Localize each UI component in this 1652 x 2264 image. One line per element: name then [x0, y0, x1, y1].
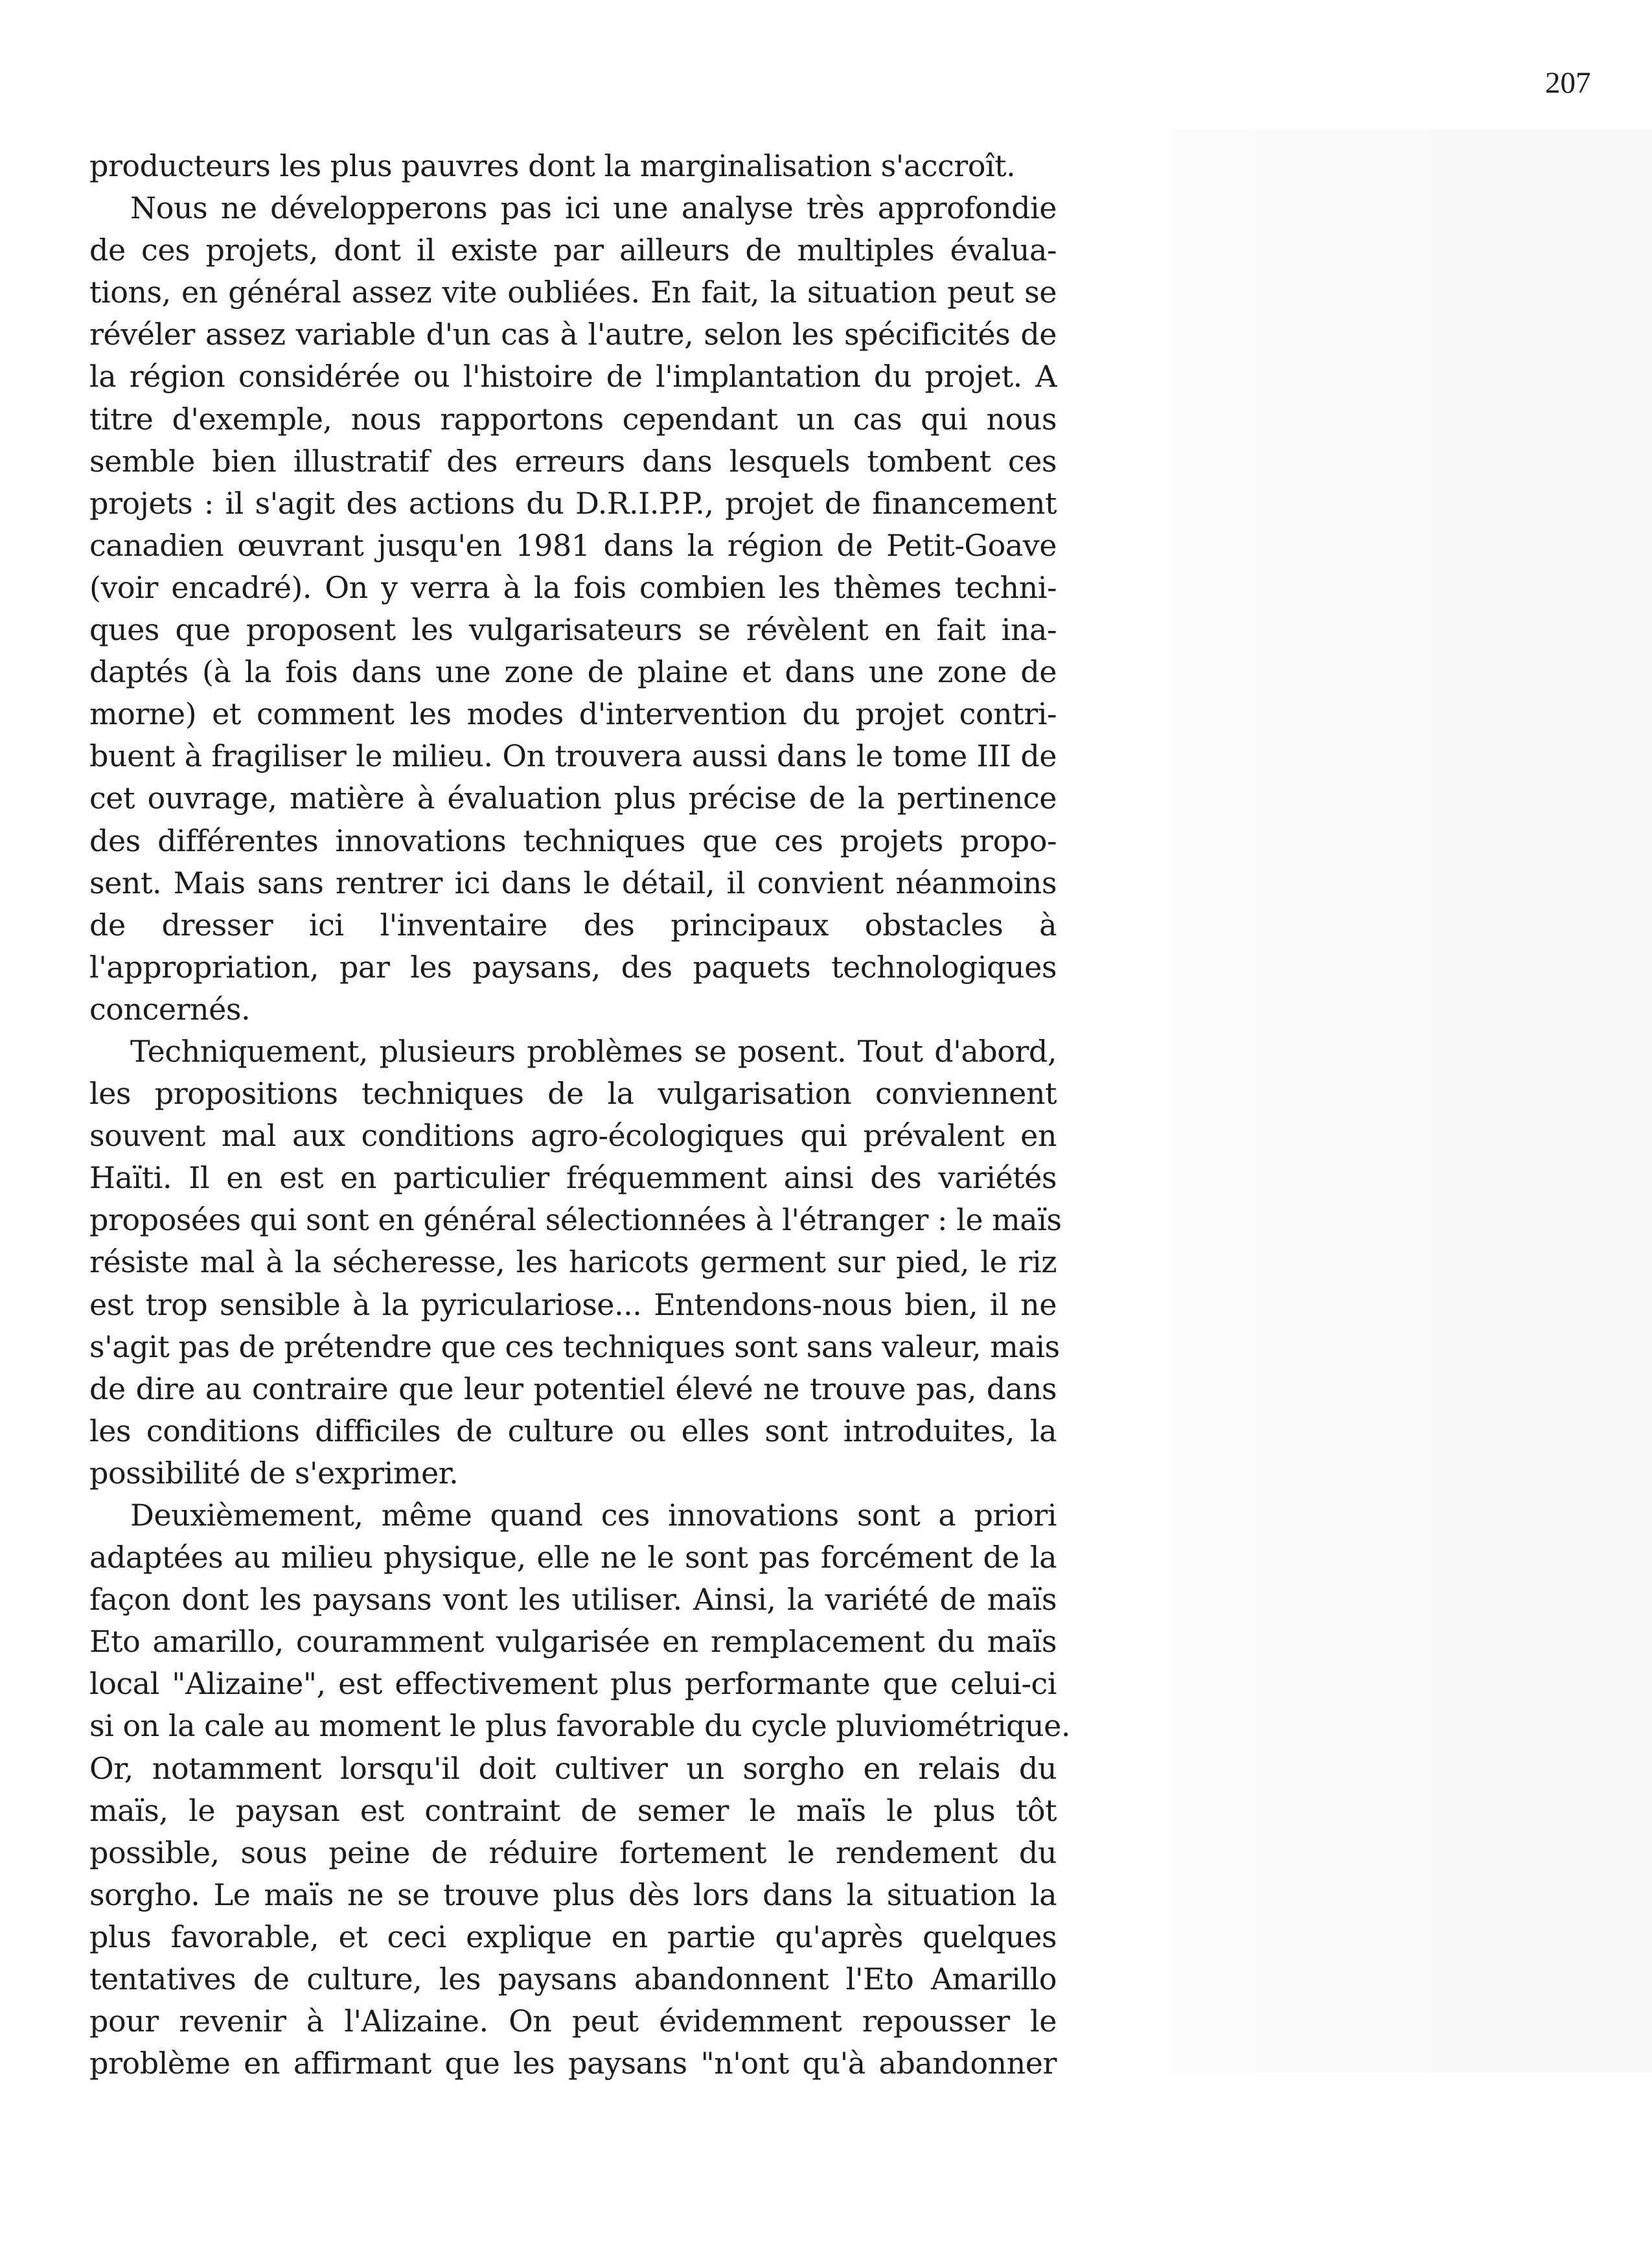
text-line: semble bien illustratif des erreurs dans lesquels tombent ces	[89, 443, 1057, 479]
text-line: daptés (à la fois dans une zone de plaine et dans une zone de	[89, 654, 1057, 690]
text-line: producteurs les plus pauvres dont la marginalisation s'accroît.	[89, 148, 1016, 183]
text-line: Or, notamment lorsqu'il doit cultiver un sorgho en relais du	[89, 1750, 1057, 1786]
text-line: les conditions difficiles de culture ou elles sont introduites, la	[89, 1413, 1057, 1448]
text-line: concernés.	[89, 991, 251, 1027]
text-line: ques que proposent les vulgarisateurs se révèlent en fait ina-	[89, 612, 1057, 648]
text-line: plus favorable, et ceci explique en partie qu'après quelques	[89, 1919, 1057, 1954]
text-line: pour revenir à l'Alizaine. On peut évidemment repousser le	[89, 2004, 1057, 2039]
text-line: Eto amarillo, couramment vulgarisée en remplacement du maïs	[89, 1624, 1057, 1660]
text-line: sorgho. Le maïs ne se trouve plus dès lors dans la situation la	[89, 1877, 1057, 1912]
text-line: Deuxièmement, même quand ces innovations sont a priori	[130, 1498, 1057, 1533]
text-line: maïs, le paysan est contraint de semer le maïs le plus tôt	[89, 1792, 1057, 1828]
text-line: canadien œuvrant jusqu'en 1981 dans la région de Petit-Goave	[89, 527, 1057, 563]
text-line: (voir encadré). On y verra à la fois combien les thèmes techni-	[89, 569, 1057, 605]
text-line: buent à fragiliser le milieu. On trouvera aussi dans le tome III de	[89, 738, 1057, 774]
page-number: 207	[1545, 66, 1591, 100]
facing-page-shadow	[1075, 130, 1652, 2073]
text-line: Techniquement, plusieurs problèmes se posent. Tout d'abord,	[130, 1033, 1057, 1069]
text-line: est trop sensible à la pyriculariose... Entendons-nous bien, il ne	[89, 1286, 1057, 1322]
text-line: de dresser ici l'inventaire des principaux obstacles à	[89, 907, 1057, 943]
text-line: de ces projets, dont il existe par ailleurs de multiples évalua-	[89, 233, 1057, 268]
text-line: révéler assez variable d'un cas à l'autre, selon les spécificités de	[89, 317, 1057, 352]
text-line: tentatives de culture, les paysans abandonnent l'Eto Amarillo	[89, 1961, 1057, 1997]
text-line: des différentes innovations techniques que ces projets propo-	[89, 823, 1057, 858]
text-line: les propositions techniques de la vulgarisation conviennent	[89, 1076, 1057, 1112]
text-line: de dire au contraire que leur potentiel élevé ne trouve pas, dans	[89, 1371, 1057, 1406]
text-line: l'appropriation, par les paysans, des paquets technologiques	[89, 949, 1057, 985]
text-line: proposées qui sont en général sélectionnées à l'étranger : le maïs	[89, 1202, 1062, 1238]
text-line: résiste mal à la sécheresse, les haricots germent sur pied, le riz	[89, 1244, 1057, 1280]
text-line: cet ouvrage, matière à évaluation plus précise de la pertinence	[89, 781, 1057, 816]
text-line: possible, sous peine de réduire fortement le rendement du	[89, 1835, 1057, 1870]
text-line: sent. Mais sans rentrer ici dans le détail, il convient néanmoins	[89, 865, 1057, 900]
text-line: problème en affirmant que les paysans "n'ont qu'à abandonner	[89, 2046, 1057, 2081]
text-line: souvent mal aux conditions agro-écologiques qui prévalent en	[89, 1118, 1057, 1154]
text-line: local "Alizaine", est effectivement plus performante que celui-ci	[89, 1666, 1057, 1702]
text-line: façon dont les paysans vont les utiliser. Ainsi, la variété de maïs	[89, 1582, 1057, 1618]
text-line: morne) et comment les modes d'intervention du projet contri-	[89, 696, 1057, 732]
text-line: titre d'exemple, nous rapportons cependant un cas qui nous	[89, 401, 1057, 437]
body-text	[89, 145, 1070, 2085]
text-line: possibilité de s'exprimer.	[89, 1455, 459, 1491]
text-line: si on la cale au moment le plus favorable du cycle pluviométrique.	[89, 1708, 1070, 1744]
text-line: adaptées au milieu physique, elle ne le sont pas forcément de la	[89, 1540, 1057, 1575]
text-line: Nous ne développerons pas ici une analyse très approfondie	[130, 190, 1057, 226]
text-line: la région considérée ou l'histoire de l'implantation du projet. A	[89, 359, 1057, 394]
text-line: tions, en général assez vite oubliées. En fait, la situation peut se	[89, 275, 1057, 310]
text-line: s'agit pas de prétendre que ces techniques sont sans valeur, mais	[89, 1329, 1060, 1364]
text-line: Haïti. Il en est en particulier fréquemment ainsi des variétés	[89, 1160, 1057, 1196]
text-line: projets : il s'agit des actions du D.R.I.P.P., projet de financement	[89, 485, 1057, 521]
